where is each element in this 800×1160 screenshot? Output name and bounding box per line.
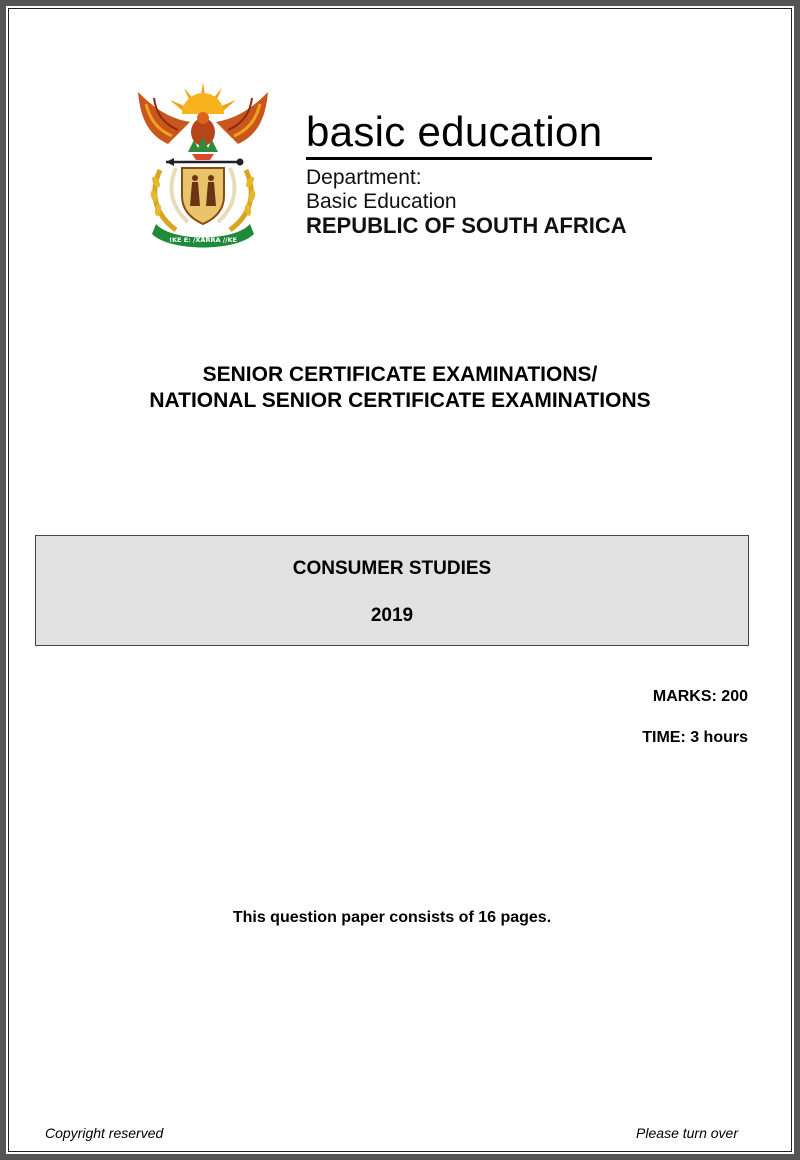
department-label: Department:	[306, 166, 422, 189]
emblem-motto: !KE E: /XARRA //KE	[169, 236, 237, 244]
exam-heading-line-2: NATIONAL SENIOR CERTIFICATE EXAMINATIONS	[149, 389, 651, 412]
department-name: Basic Education	[306, 190, 457, 213]
coat-of-arms-icon	[132, 74, 274, 254]
brand-divider	[306, 157, 652, 160]
time-label: TIME: 3 hours	[642, 729, 748, 746]
subject-box	[35, 535, 749, 646]
turn-over-notice: Please turn over	[636, 1125, 738, 1141]
page-count-note: This question paper consists of 16 pages.	[232, 909, 552, 926]
marks-label: MARKS: 200	[652, 688, 748, 705]
subject-year: 2019	[370, 605, 414, 626]
brand-title: basic education	[306, 108, 603, 155]
subject-title: CONSUMER STUDIES	[292, 558, 492, 579]
copyright-notice: Copyright reserved	[45, 1125, 164, 1141]
country-name: REPUBLIC OF SOUTH AFRICA	[306, 213, 627, 238]
exam-heading-line-1: SENIOR CERTIFICATE EXAMINATIONS/	[202, 363, 598, 386]
